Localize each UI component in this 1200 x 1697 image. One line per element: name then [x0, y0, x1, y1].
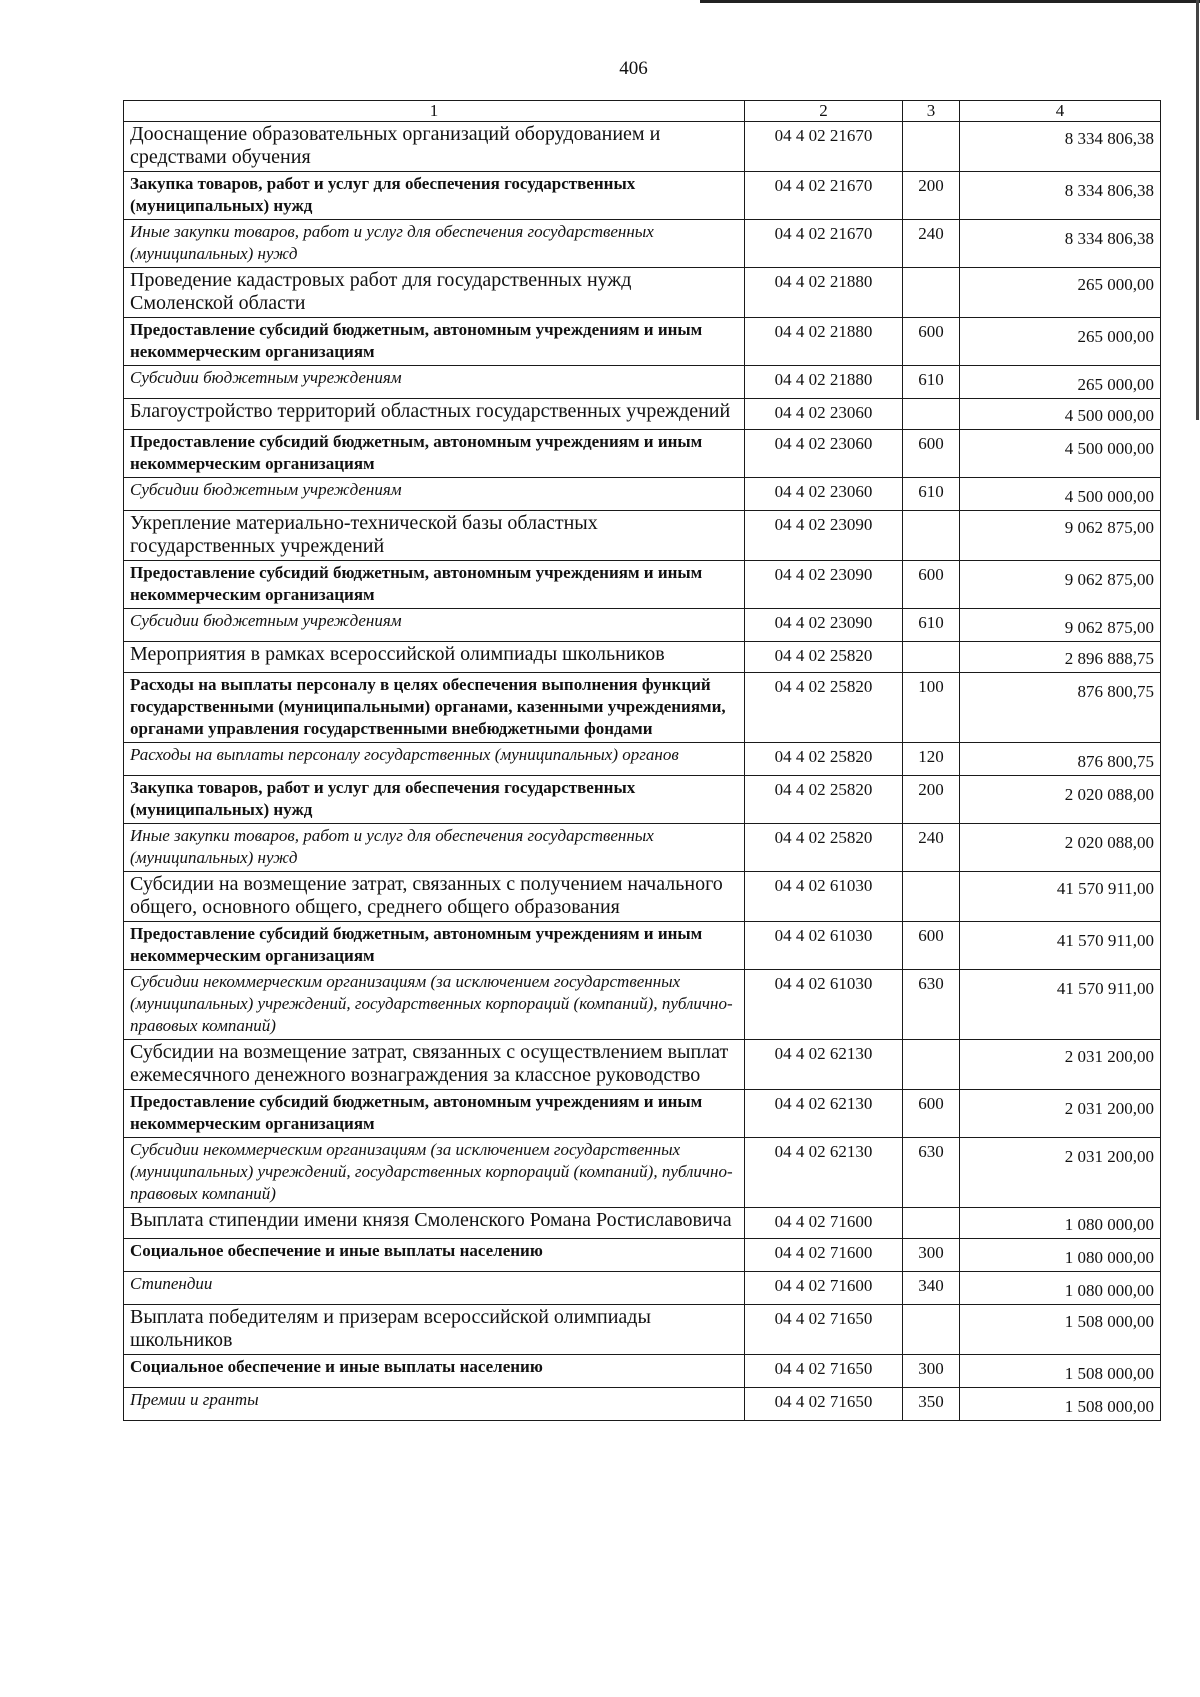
row-amount: 265 000,00	[960, 318, 1161, 366]
row-amount: 1 080 000,00	[960, 1272, 1161, 1305]
row-type	[903, 268, 960, 318]
row-code: 04 4 02 25820	[745, 642, 903, 673]
table-row	[124, 172, 1161, 220]
row-type: 610	[903, 366, 960, 399]
row-name: Субсидии на возмещение затрат, связанных с получением начального общего, основного общего, среднего общего образования	[124, 872, 745, 922]
table-row	[124, 776, 1161, 824]
row-code: 04 4 02 71600	[745, 1208, 903, 1239]
row-type: 600	[903, 561, 960, 609]
row-amount: 1 508 000,00	[960, 1305, 1161, 1355]
row-name: Субсидии бюджетным учреждениям	[124, 366, 745, 399]
row-amount: 8 334 806,38	[960, 172, 1161, 220]
row-name: Субсидии некоммерческим организациям (за исключением государственных (муниципальных) учреждений, государственных корпораций (компаний), публично-правовых компаний)	[124, 970, 745, 1040]
row-name: Закупка товаров, работ и услуг для обеспечения государственных (муниципальных) нужд	[124, 172, 745, 220]
row-code: 04 4 02 25820	[745, 824, 903, 872]
table-row	[124, 122, 1161, 172]
row-amount: 2 031 200,00	[960, 1138, 1161, 1208]
table-row	[124, 1138, 1161, 1208]
row-type: 600	[903, 1090, 960, 1138]
table-row	[124, 1239, 1161, 1272]
table-row	[124, 318, 1161, 366]
row-code: 04 4 02 25820	[745, 743, 903, 776]
column-header-type: 3	[903, 101, 960, 122]
row-name: Стипендии	[124, 1272, 745, 1305]
row-amount: 41 570 911,00	[960, 922, 1161, 970]
row-name: Выплата стипендии имени князя Смоленского Романа Ростиславовича	[124, 1208, 745, 1239]
row-type: 630	[903, 970, 960, 1040]
column-header-amount: 4	[960, 101, 1161, 122]
row-name: Субсидии на возмещение затрат, связанных с осуществлением выплат ежемесячного денежного вознаграждения за классное руководство	[124, 1040, 745, 1090]
row-name: Премии и гранты	[124, 1388, 745, 1421]
row-amount: 1 508 000,00	[960, 1388, 1161, 1421]
column-header-code: 2	[745, 101, 903, 122]
table-row	[124, 430, 1161, 478]
row-code: 04 4 02 62130	[745, 1040, 903, 1090]
table-row	[124, 220, 1161, 268]
row-type: 600	[903, 922, 960, 970]
row-type: 600	[903, 430, 960, 478]
row-type: 300	[903, 1355, 960, 1388]
row-type	[903, 122, 960, 172]
table-row	[124, 511, 1161, 561]
row-amount: 8 334 806,38	[960, 122, 1161, 172]
row-code: 04 4 02 25820	[745, 673, 903, 743]
row-amount: 876 800,75	[960, 673, 1161, 743]
row-name: Социальное обеспечение и иные выплаты населению	[124, 1239, 745, 1272]
row-type: 300	[903, 1239, 960, 1272]
row-amount: 8 334 806,38	[960, 220, 1161, 268]
row-code: 04 4 02 61030	[745, 872, 903, 922]
column-header-name: 1	[124, 101, 745, 122]
row-amount: 9 062 875,00	[960, 609, 1161, 642]
row-amount: 9 062 875,00	[960, 561, 1161, 609]
table-row	[124, 1305, 1161, 1355]
row-type: 610	[903, 478, 960, 511]
row-name: Иные закупки товаров, работ и услуг для обеспечения государственных (муниципальных) нужд	[124, 220, 745, 268]
row-code: 04 4 02 21670	[745, 122, 903, 172]
table-row	[124, 642, 1161, 673]
row-name: Закупка товаров, работ и услуг для обеспечения государственных (муниципальных) нужд	[124, 776, 745, 824]
row-type: 610	[903, 609, 960, 642]
row-code: 04 4 02 71650	[745, 1355, 903, 1388]
row-amount: 1 080 000,00	[960, 1208, 1161, 1239]
row-amount: 265 000,00	[960, 366, 1161, 399]
row-code: 04 4 02 21880	[745, 366, 903, 399]
row-code: 04 4 02 71650	[745, 1388, 903, 1421]
row-code: 04 4 02 71600	[745, 1272, 903, 1305]
row-code: 04 4 02 21880	[745, 318, 903, 366]
row-type: 120	[903, 743, 960, 776]
table-row	[124, 609, 1161, 642]
row-type: 200	[903, 776, 960, 824]
table-row	[124, 1090, 1161, 1138]
row-code: 04 4 02 62130	[745, 1138, 903, 1208]
row-code: 04 4 02 23060	[745, 478, 903, 511]
row-name: Иные закупки товаров, работ и услуг для обеспечения государственных (муниципальных) нужд	[124, 824, 745, 872]
row-type: 100	[903, 673, 960, 743]
row-amount: 2 020 088,00	[960, 824, 1161, 872]
table-row	[124, 673, 1161, 743]
header-row	[124, 101, 1161, 122]
row-amount: 9 062 875,00	[960, 511, 1161, 561]
row-type: 600	[903, 318, 960, 366]
row-amount: 4 500 000,00	[960, 399, 1161, 430]
row-name: Предоставление субсидий бюджетным, автономным учреждениям и иным некоммерческим организациям	[124, 1090, 745, 1138]
row-code: 04 4 02 23060	[745, 399, 903, 430]
row-amount: 876 800,75	[960, 743, 1161, 776]
row-name: Дооснащение образовательных организаций оборудованием и средствами обучения	[124, 122, 745, 172]
row-name: Субсидии некоммерческим организациям (за исключением государственных (муниципальных) учреждений, государственных корпораций (компаний), публично-правовых компаний)	[124, 1138, 745, 1208]
row-name: Расходы на выплаты персоналу в целях обеспечения выполнения функций государственными (муниципальными) органами, казенными учреждениями, органами управления государственными внебюджетными фондами	[124, 673, 745, 743]
table-row	[124, 366, 1161, 399]
row-code: 04 4 02 61030	[745, 922, 903, 970]
row-type: 350	[903, 1388, 960, 1421]
table-row	[124, 1355, 1161, 1388]
table-row	[124, 970, 1161, 1040]
row-name: Проведение кадастровых работ для государственных нужд Смоленской области	[124, 268, 745, 318]
row-type: 240	[903, 220, 960, 268]
row-type	[903, 1305, 960, 1355]
row-name: Предоставление субсидий бюджетным, автономным учреждениям и иным некоммерческим организациям	[124, 318, 745, 366]
row-amount: 4 500 000,00	[960, 430, 1161, 478]
row-name: Предоставление субсидий бюджетным, автономным учреждениям и иным некоммерческим организациям	[124, 430, 745, 478]
row-code: 04 4 02 23090	[745, 561, 903, 609]
row-code: 04 4 02 21880	[745, 268, 903, 318]
row-name: Укрепление материально-технической базы областных государственных учреждений	[124, 511, 745, 561]
row-type: 200	[903, 172, 960, 220]
table-row	[124, 561, 1161, 609]
row-code: 04 4 02 23060	[745, 430, 903, 478]
table-body	[124, 122, 1161, 1421]
row-type: 630	[903, 1138, 960, 1208]
row-amount: 2 020 088,00	[960, 776, 1161, 824]
row-name: Благоустройство территорий областных государственных учреждений	[124, 399, 745, 430]
row-code: 04 4 02 71650	[745, 1305, 903, 1355]
row-code: 04 4 02 21670	[745, 172, 903, 220]
row-name: Социальное обеспечение и иные выплаты населению	[124, 1355, 745, 1388]
row-name: Субсидии бюджетным учреждениям	[124, 478, 745, 511]
row-type	[903, 642, 960, 673]
row-name: Мероприятия в рамках всероссийской олимпиады школьников	[124, 642, 745, 673]
row-code: 04 4 02 25820	[745, 776, 903, 824]
row-name: Выплата победителям и призерам всероссийской олимпиады школьников	[124, 1305, 745, 1355]
row-type: 240	[903, 824, 960, 872]
row-type	[903, 1208, 960, 1239]
table-row	[124, 824, 1161, 872]
scan-top-edge	[700, 0, 1200, 3]
row-code: 04 4 02 21670	[745, 220, 903, 268]
table-row	[124, 1272, 1161, 1305]
row-amount: 265 000,00	[960, 268, 1161, 318]
row-amount: 1 508 000,00	[960, 1355, 1161, 1388]
row-amount: 41 570 911,00	[960, 872, 1161, 922]
table-row	[124, 1208, 1161, 1239]
row-amount: 2 031 200,00	[960, 1090, 1161, 1138]
table-row	[124, 399, 1161, 430]
table-row	[124, 743, 1161, 776]
row-amount: 1 080 000,00	[960, 1239, 1161, 1272]
row-name: Предоставление субсидий бюджетным, автономным учреждениям и иным некоммерческим организациям	[124, 561, 745, 609]
row-code: 04 4 02 62130	[745, 1090, 903, 1138]
row-type: 340	[903, 1272, 960, 1305]
row-type	[903, 872, 960, 922]
row-type	[903, 399, 960, 430]
row-code: 04 4 02 23090	[745, 511, 903, 561]
row-code: 04 4 02 23090	[745, 609, 903, 642]
table-row	[124, 1388, 1161, 1421]
row-name: Предоставление субсидий бюджетным, автономным учреждениям и иным некоммерческим организациям	[124, 922, 745, 970]
budget-table	[123, 100, 1161, 1421]
row-amount: 2 896 888,75	[960, 642, 1161, 673]
table-row	[124, 872, 1161, 922]
row-code: 04 4 02 71600	[745, 1239, 903, 1272]
table-row	[124, 922, 1161, 970]
row-amount: 2 031 200,00	[960, 1040, 1161, 1090]
table-row	[124, 478, 1161, 511]
row-name: Субсидии бюджетным учреждениям	[124, 609, 745, 642]
row-amount: 41 570 911,00	[960, 970, 1161, 1040]
row-code: 04 4 02 61030	[745, 970, 903, 1040]
table-row	[124, 268, 1161, 318]
row-amount: 4 500 000,00	[960, 478, 1161, 511]
row-type	[903, 511, 960, 561]
page-number: 406	[619, 58, 648, 79]
table-row	[124, 1040, 1161, 1090]
row-type	[903, 1040, 960, 1090]
row-name: Расходы на выплаты персоналу государственных (муниципальных) органов	[124, 743, 745, 776]
